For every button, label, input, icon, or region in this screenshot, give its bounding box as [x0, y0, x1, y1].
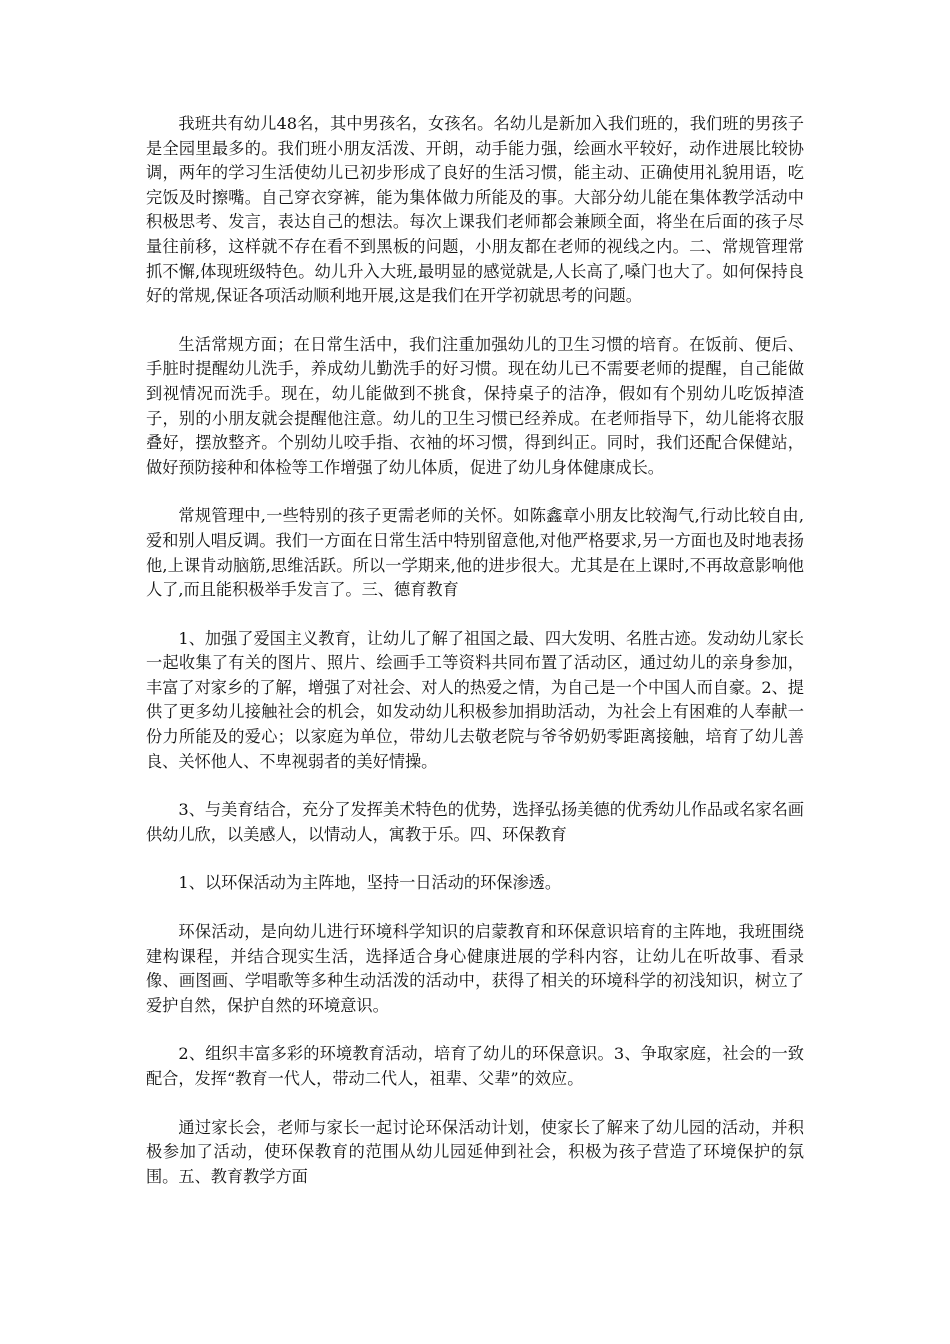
paragraph-daily-routine: 生活常规方面；在日常生活中，我们注重加强幼儿的卫生习惯的培育。在饭前、便后、手脏时提醒幼儿洗手，养成幼儿勤洗手的好习惯。现在幼儿已不需要老师的提醒，自己能做到视情况而洗手。现在，幼儿能做到不挑食，保持桌子的洁净，假如有个别幼儿吃饭掉渣子，别的小朋友就会提醒他注意。幼儿的卫生习惯已经养成。在老师指导下，幼儿能将衣服叠好，摆放整齐。个别幼儿咬手指、衣袖的坏习惯，得到纠正。同时，我们还配合保健站，做好预防接种和体检等工作增强了幼儿体质，促进了幼儿身体健康成长。	[146, 334, 804, 477]
paragraph-patriotic-education: 1、加强了爱国主义教育，让幼儿了解了祖国之最、四大发明、名胜古迹。发动幼儿家长一起收集了有关的图片、照片、绘画手工等资料共同布置了活动区，通过幼儿的亲身参加，丰富了对家乡的了解，增强了对社会、对人的热爱之情，为自己是一个中国人而自豪。2、提供了更多幼儿接触社会的机会，如发动幼儿积极参加捐助活动，为社会上有困难的人奉献一份力所能及的爱心；以家庭为单位，带幼儿去敬老院与爷爷奶奶零距离接触，培育了幼儿善良、关怀他人、不卑视弱者的美好情操。	[146, 628, 804, 771]
document-body	[146, 112, 804, 1213]
paragraph-class-overview: 我班共有幼儿48名，其中男孩名，女孩名。名幼儿是新加入我们班的，我们班的男孩子是全园里最多的。我们班小朋友活泼、开朗，动手能力强，绘画水平较好，动作进展比较协调，两年的学习生活使幼儿已初步形成了良好的生活习惯，能主动、正确使用礼貌用语，吃完饭及时擦嘴。自己穿衣穿裤，能为集体做力所能及的事。大部分幼儿能在集体教学活动中积极思考、发言，表达自己的想法。每次上课我们老师都会兼顾全面，将坐在后面的孩子尽量往前移，这样就不存在看不到黑板的问题，小朋友都在老师的视线之内。二、常规管理常抓不懈,体现班级特色。幼儿升入大班,最明显的感觉就是,人长高了,嗓门也大了。如何保持良好的常规,保证各项活动顺利地开展,这是我们在开学初就思考的问题。	[146, 114, 804, 306]
paragraph-special-care: 常规管理中,一些特别的孩子更需老师的关怀。如陈鑫章小朋友比较淘气,行动比较自由,爱和别人唱反调。我们一方面在日常生活中特别留意他,对他严格要求,另一方面也及时地表扬他,上课肯动脑筋,思维活跃。所以一学期来,他的进步很大。尤其是在上课时,不再故意影响他人了,而且能积极举手发言了。三、德育教育	[146, 506, 804, 600]
paragraph-environmental-education-activities: 2、组织丰富多彩的环境教育活动，培育了幼儿的环保意识。3、争取家庭，社会的一致配合，发挥“教育一代人，带动二代人，祖辈、父辈”的效应。	[146, 1044, 804, 1088]
paragraph-aesthetic-education: 3、与美育结合，充分了发挥美术特色的优势，选择弘扬美德的优秀幼儿作品或名家名画供幼儿欣，以美感人，以情动人，寓教于乐。四、环保教育	[146, 800, 804, 844]
paragraph-parent-meeting: 通过家长会，老师与家长一起讨论环保活动计划，使家长了解来了幼儿园的活动，并积极参加了活动，使环保教育的范围从幼儿园延伸到社会，积极为孩子营造了环境保护的氛围。五、教育教学方面	[146, 1117, 804, 1186]
paragraph-environmental-activity-point: 1、以环保活动为主阵地，坚持一日活动的环保渗透。	[178, 873, 562, 893]
paragraph-environmental-activity-detail: 环保活动，是向幼儿进行环境科学知识的启蒙教育和环保意识培育的主阵地，我班围绕建构课程，并结合现实生活，选择适合身心健康进展的学科内容，让幼儿在听故事、看录像、画图画、学唱歌等多种生动活泼的活动中，获得了相关的环境科学的初浅知识，树立了爱护自然，保护自然的环境意识。	[146, 922, 804, 1015]
